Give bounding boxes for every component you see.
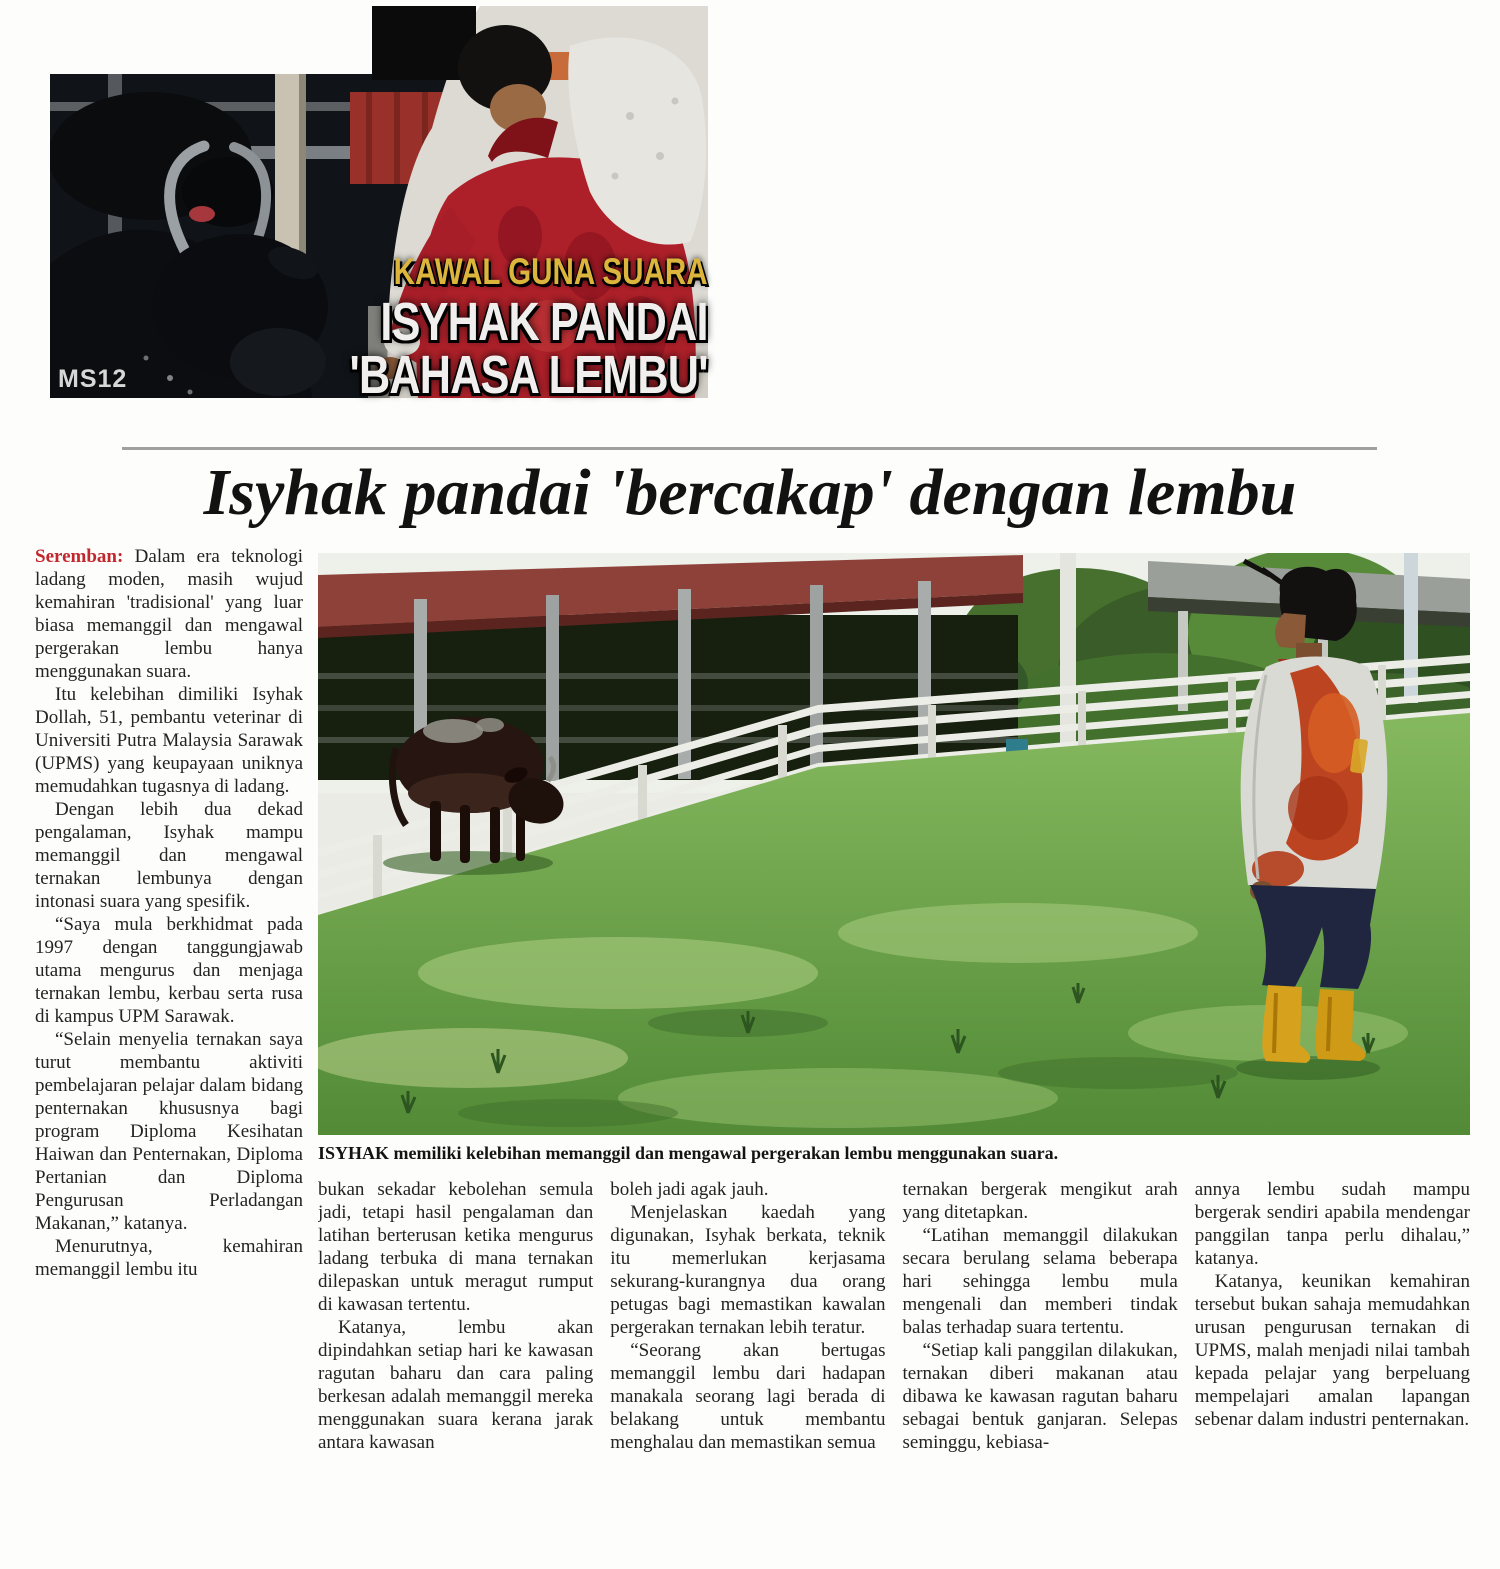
- promo-overlay-text: [349, 251, 708, 406]
- body-paragraph: Katanya, lembu akan dipindahkan setiap hari ke kawasan ragutan baharu dan cara paling berkesan adalah memanggil mereka menggunakan suara kerana jarak antara kawasan: [318, 1317, 594, 1453]
- body-paragraph: Dengan lebih dua dekad pengalaman, Isyhak mampu memanggil dan mengawal ternakan lembunya dengan intonasi suara yang spesifik.: [35, 799, 303, 912]
- page-marker: MS12: [58, 365, 128, 393]
- body-paragraph: “Selain menyelia ternakan saya turut membantu aktiviti pembelajaran pelajar dalam bidang penternakan khususnya bagi program Diploma Kesihatan Haiwan dan Penternakan, Diploma Pertanian dan Diploma Pengurusan Perladangan Makanan,” katanya.: [35, 1029, 303, 1234]
- top-promo-image: [50, 6, 708, 406]
- article-column-5: [1195, 1178, 1470, 1550]
- dateline: Seremban:: [35, 546, 124, 567]
- body-paragraph: Menjelaskan kaedah yang digunakan, Isyhak berkata, teknik itu memerlukan kerjasama sekurang-kurangnya dua orang petugas bagi memastikan kawalan pergerakan ternakan lebih teratur.: [610, 1202, 886, 1338]
- lead-paragraph: [35, 545, 303, 683]
- article-column-3: [610, 1178, 885, 1550]
- promo-kicker: KAWAL GUNA SUARA: [393, 251, 708, 293]
- body-paragraph: “Setiap kali panggilan dilakukan, ternakan diberi makanan atau dibawa ke kawasan ragutan baharu sebagai bentuk ganjaran. Selepas seminggu, kebiasa-: [902, 1340, 1178, 1453]
- headline: Isyhak pandai 'bercakap' dengan lembu: [203, 456, 1297, 529]
- body-paragraph: “Saya mula berkhidmat pada 1997 dengan tanggungjawab utama mengurus dan menjaga ternakan lembu, kerbau serta rusa di kampus UPM Sarawak.: [35, 914, 303, 1027]
- headline-rule: [122, 447, 1377, 450]
- body-paragraph: “Latihan memanggil dilakukan secara berulang selama beberapa hari sehingga lembu mula mengenali dan memberi tindak balas terhadap suara tertentu.: [902, 1225, 1178, 1338]
- body-paragraph: annya lembu sudah mampu bergerak sendiri apabila mendengar panggilan tanpa perlu dihalau,” katanya.: [1194, 1179, 1470, 1269]
- promo-title-line1: ISYHAK PANDAI: [380, 292, 708, 353]
- promo-title-line2: 'BAHASA LEMBU': [349, 345, 708, 406]
- article-main-block: [318, 553, 1470, 1550]
- body-paragraph: Menurutnya, kemahiran memanggil lembu itu: [35, 1236, 303, 1280]
- caption-text: memiliki kelebihan memanggil dan mengawal pergerakan lembu menggunakan suara.: [389, 1143, 1059, 1163]
- body-paragraph: bukan sekadar kebolehan semula jadi, tetapi hasil pengalaman dan latihan berterusan ketika mengurus ladang terbuka di mana ternakan dilepaskan untuk meragut rumput di kawasan tertentu.: [318, 1179, 594, 1315]
- caption-lead: ISYHAK: [318, 1143, 390, 1163]
- article-column-4: [903, 1178, 1178, 1550]
- body-paragraph: ternakan bergerak mengikut arah yang ditetapkan.: [902, 1179, 1178, 1223]
- field-scene: [318, 553, 1470, 1135]
- main-photo: [318, 553, 1470, 1135]
- lead-text: Dalam era teknologi ladang moden, masih wujud kemahiran 'tradisional' yang luar biasa memanggil dan mengawal pergerakan lembu hanya menggunakan suara.: [35, 546, 303, 682]
- article-column-1: [35, 545, 303, 1569]
- body-paragraph: Katanya, keunikan kemahiran tersebut bukan sahaja memudahkan urusan pengurusan ternakan di UPMS, malah menjadi nilai tambah kepada pelajar yang berpeluang mempelajari amalan lapangan sebenar dalam industri penternakan.: [1194, 1271, 1470, 1430]
- article-columns: [318, 1178, 1470, 1550]
- article-column-2: [318, 1178, 593, 1550]
- body-paragraph: boleh jadi agak jauh.: [610, 1179, 769, 1200]
- body-paragraph: Itu kelebihan dimiliki Isyhak Dollah, 51, pembantu veterinar di Universiti Putra Malaysia Sarawak (UPMS) yang keupayaan uniknya memudahkan tugasnya di ladang.: [35, 684, 303, 797]
- body-paragraph: “Seorang akan bertugas memanggil lembu dari hadapan manakala seorang lagi berada di belakang untuk membantu menghalau dan memastikan semua: [610, 1340, 886, 1453]
- photo-caption: [318, 1142, 1470, 1164]
